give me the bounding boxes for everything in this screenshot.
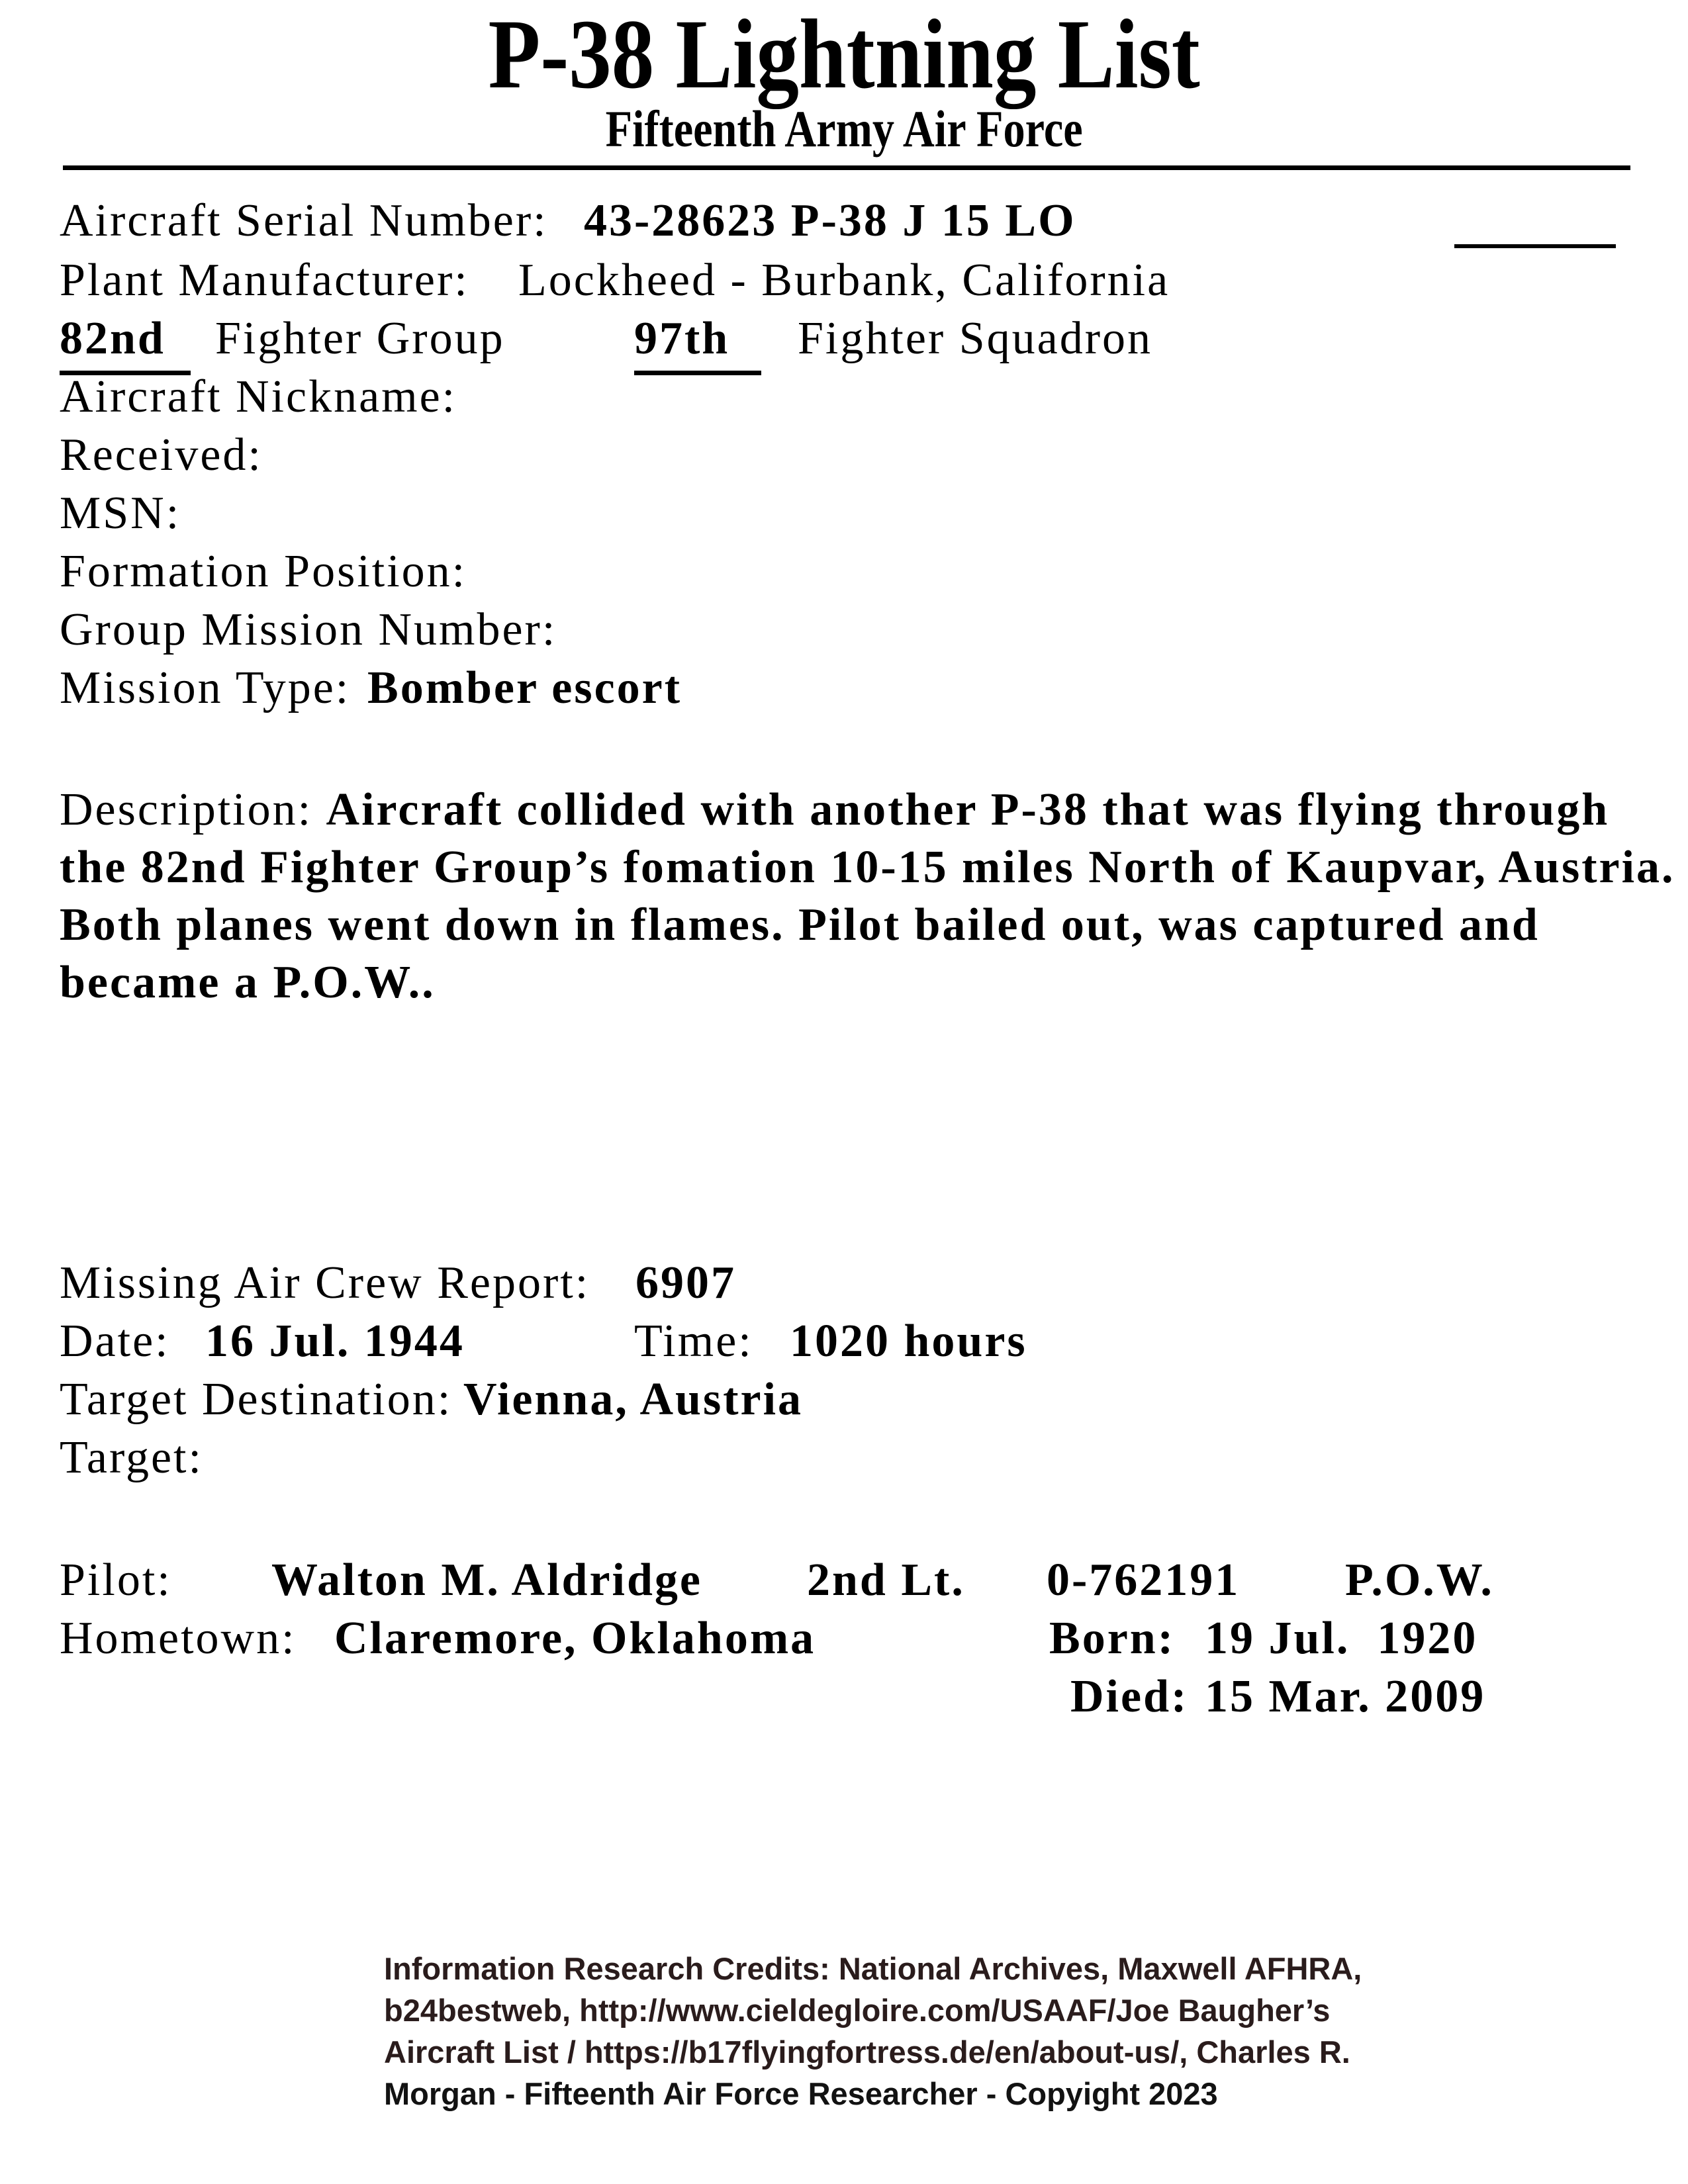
time-label: Time: [634,1316,753,1367]
mission-type-value: Bomber escort [367,662,682,713]
mission-type-label: Mission Type: [60,662,351,713]
description-line-1 [60,781,1622,839]
page-subtitle [0,99,1688,159]
header-divider [63,165,1630,170]
footer-credits-line-4: Morgan - Fifteenth Air Force Researcher - Copyight 2023 [384,2076,1218,2111]
page-subtitle-text: Fifteenth Army Air Force [605,100,1083,158]
pilot-service-number: 0-762191 [1047,1555,1241,1606]
fighter-squadron-number: 97th [634,310,761,375]
plant-manufacturer-value: Lockheed - Burbank, California [518,255,1170,306]
formation-position-label: Formation Position: [60,546,467,597]
plant-manufacturer-label: Plant Manufacturer: [60,255,469,306]
date-label: Date: [60,1316,170,1367]
row-died [0,1668,1688,1901]
macr-value: 6907 [635,1257,736,1308]
born-label: Born: [1049,1613,1175,1664]
footer-credits-line-2: b24bestweb, http://www.cieldegloire.com/USAAF/Joe Baugher’s [384,1993,1331,2028]
description-text-3: Both planes went down in flames. Pilot bailed out, was captured and [60,899,1540,950]
description-text-1: Aircraft collided with another P-38 that was flying through [326,784,1610,835]
page-title [0,0,1688,109]
description-text-2: the 82nd Fighter Group’s fomation 10-15 miles North of Kaupvar, Austria. [60,842,1675,893]
time-value: 1020 hours [790,1316,1027,1367]
received-label: Received: [60,430,263,480]
date-value: 16 Jul. 1944 [205,1316,465,1367]
page-title-text: P-38 Lightning List [488,0,1200,109]
serial-number-label: Aircraft Serial Number: [60,195,548,246]
fighter-squadron-label: Fighter Squadron [798,313,1153,364]
hometown-value: Claremore, Oklahoma [334,1613,816,1664]
footer-credits-line-1: Information Research Credits: National Archives, Maxwell AFHRA, [384,1951,1362,1986]
group-mission-number-label: Group Mission Number: [60,604,557,655]
macr-label: Missing Air Crew Report: [60,1257,590,1308]
hometown-label: Hometown: [60,1613,297,1664]
target-label: Target: [60,1432,203,1483]
target-destination-label: Target Destination: [60,1374,453,1425]
died-label: Died: [1070,1671,1189,1722]
died-value: 15 Mar. 2009 [1205,1671,1486,1722]
description-text-4: became a P.O.W.. [60,957,436,1008]
footer-credits-line-3: Aircraft List / https://b17flyingfortress.de/en/about-us/, Charles R. [384,2034,1350,2070]
description-block [60,781,1675,1011]
serial-blank-line [1454,244,1616,248]
fighter-group-number: 82nd [60,310,191,375]
pilot-rank: 2nd Lt. [807,1555,965,1606]
description-label: Description: [60,784,313,835]
serial-number-value: 43-28623 P-38 J 15 LO [584,195,1076,246]
pilot-name: Walton M. Aldridge [271,1555,702,1606]
born-value: 19 Jul. 1920 [1205,1613,1478,1664]
nickname-label: Aircraft Nickname: [60,371,457,422]
pilot-label: Pilot: [60,1555,172,1606]
fighter-group-label: Fighter Group [215,313,505,364]
target-destination-value: Vienna, Austria [463,1374,804,1425]
footer-credits [384,1948,1390,2115]
pilot-status: P.O.W. [1345,1555,1494,1606]
msn-label: MSN: [60,488,181,539]
